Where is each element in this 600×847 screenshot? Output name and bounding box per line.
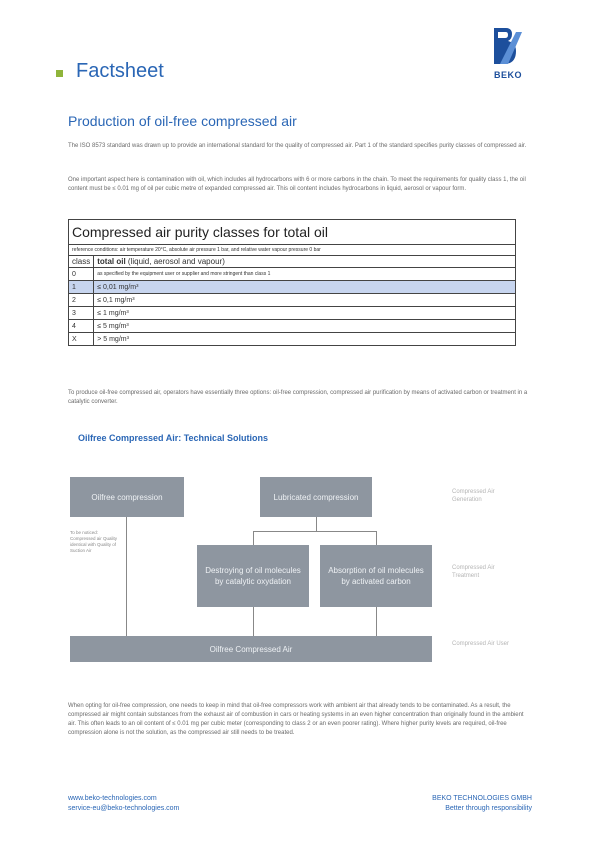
class-cell: 4	[69, 320, 94, 333]
class-cell: X	[69, 333, 94, 346]
connector-line	[253, 607, 254, 636]
label-air-treatment: Compressed Air Treatment	[452, 565, 495, 579]
activated-carbon-box: Absorption of oil molecules by activated carbon	[320, 545, 432, 607]
lubricated-compression-box: Lubricated compression	[260, 477, 372, 517]
table-row	[69, 307, 516, 320]
oil-value-cell: ≤ 5 mg/m³	[94, 320, 516, 333]
logo-text: BEKO	[493, 70, 522, 80]
column-header-class: class	[69, 256, 94, 268]
company-name: BEKO TECHNOLOGIES GMBH	[432, 795, 532, 802]
page-title: Factsheet	[76, 60, 164, 82]
class-cell: 0	[69, 268, 94, 281]
column-header-oil-label: total oil	[97, 257, 126, 266]
intro-paragraph: The ISO 8573 standard was drawn up to provide an international standard for the quality of compressed air. Part 1 of the standard specifies purity classes of compressed air.	[68, 143, 527, 149]
options-paragraph: To produce oil-free compressed air, operators have essentially three options: oil-free compression, compressed air purification by means of activated carbon or treatment in a catalytic converter.	[68, 390, 528, 405]
website-link[interactable]: www.beko-technologies.com	[68, 795, 157, 802]
connector-line	[126, 517, 127, 636]
diagram-title: Oilfree Compressed Air: Technical Solutions	[78, 433, 269, 443]
connector-line	[253, 531, 254, 545]
table-row	[69, 268, 516, 281]
oil-value-cell: > 5 mg/m³	[94, 333, 516, 346]
header-bullet	[56, 70, 63, 77]
connector-line	[253, 531, 377, 532]
footer-contact	[68, 794, 179, 814]
beko-logo-icon	[486, 24, 530, 68]
table-row-highlighted	[69, 281, 516, 294]
table-row	[69, 333, 516, 346]
oil-value-cell: ≤ 1 mg/m³	[94, 307, 516, 320]
table-row	[69, 294, 516, 307]
table-reference-conditions: reference conditions: air temperature 20°C, absolute air pressure 1 bar, and relative water vapour pressure 0 bar	[69, 245, 516, 256]
column-header-oil-suffix: (liquid, aerosol and vapour)	[125, 257, 225, 266]
label-air-generation: Compressed Air Generation	[452, 489, 495, 503]
oilfree-compressed-air-box: Oilfree Compressed Air	[70, 636, 432, 662]
class-cell: 1	[69, 281, 94, 294]
table-row	[69, 320, 516, 333]
connector-line	[376, 607, 377, 636]
purity-class-table	[68, 219, 516, 346]
footer-company	[390, 794, 532, 814]
catalytic-oxydation-box: Destroying of oil molecules by catalytic oxydation	[197, 545, 309, 607]
oil-value-cell: ≤ 0,1 mg/m³	[94, 294, 516, 307]
oilfree-compression-paragraph: When opting for oil-free compression, one needs to keep in mind that oil-free compressors work with ambient air that already tends to be contaminated. As a result, the compressed air might contain substances from the exhaust air of combustion in cars or heating systems in an even higher concentration than originally found in the ambient air. This often leads to an oil content of ≤ 0.01 mg per cubic meter (corresponding to class 2 or an even poorer rating). Where higher purity levels are required, oil-free compression alone is not the solution, as the compressed air still needs to be treated.	[68, 703, 524, 736]
connector-line	[316, 517, 317, 531]
suction-air-note: To be noticed: Compressed air Quality identical with Quality of Suction Air	[70, 530, 118, 553]
contamination-paragraph: One important aspect here is contamination with oil, which includes all hydrocarbons with 6 or more carbons in the chain. To meet the requirements for quality class 1, the oil content must be ≤ 0.01 mg of oil per cubic metre of expanded compressed air. This oil content includes hydrocarbons in liquid, aerosol or vapour form.	[68, 177, 526, 192]
email-link[interactable]: service-eu@beko-technologies.com	[68, 805, 180, 812]
class-cell: 3	[69, 307, 94, 320]
oilfree-compression-box: Oilfree compression	[70, 477, 184, 517]
label-air-user: Compressed Air User	[452, 641, 510, 647]
oil-value-cell: as specified by the equipment user or supplier and more stringent than class 1	[94, 268, 516, 281]
class-cell: 2	[69, 294, 94, 307]
connector-line	[376, 531, 377, 545]
document-title: Production of oil-free compressed air	[68, 113, 297, 129]
beko-logo	[486, 24, 530, 80]
company-slogan: Better through responsibility	[445, 805, 532, 812]
table-title: Compressed air purity classes for total oil	[69, 220, 516, 245]
oil-value-cell: ≤ 0,01 mg/m³	[94, 281, 516, 294]
column-header-oil	[94, 256, 516, 268]
